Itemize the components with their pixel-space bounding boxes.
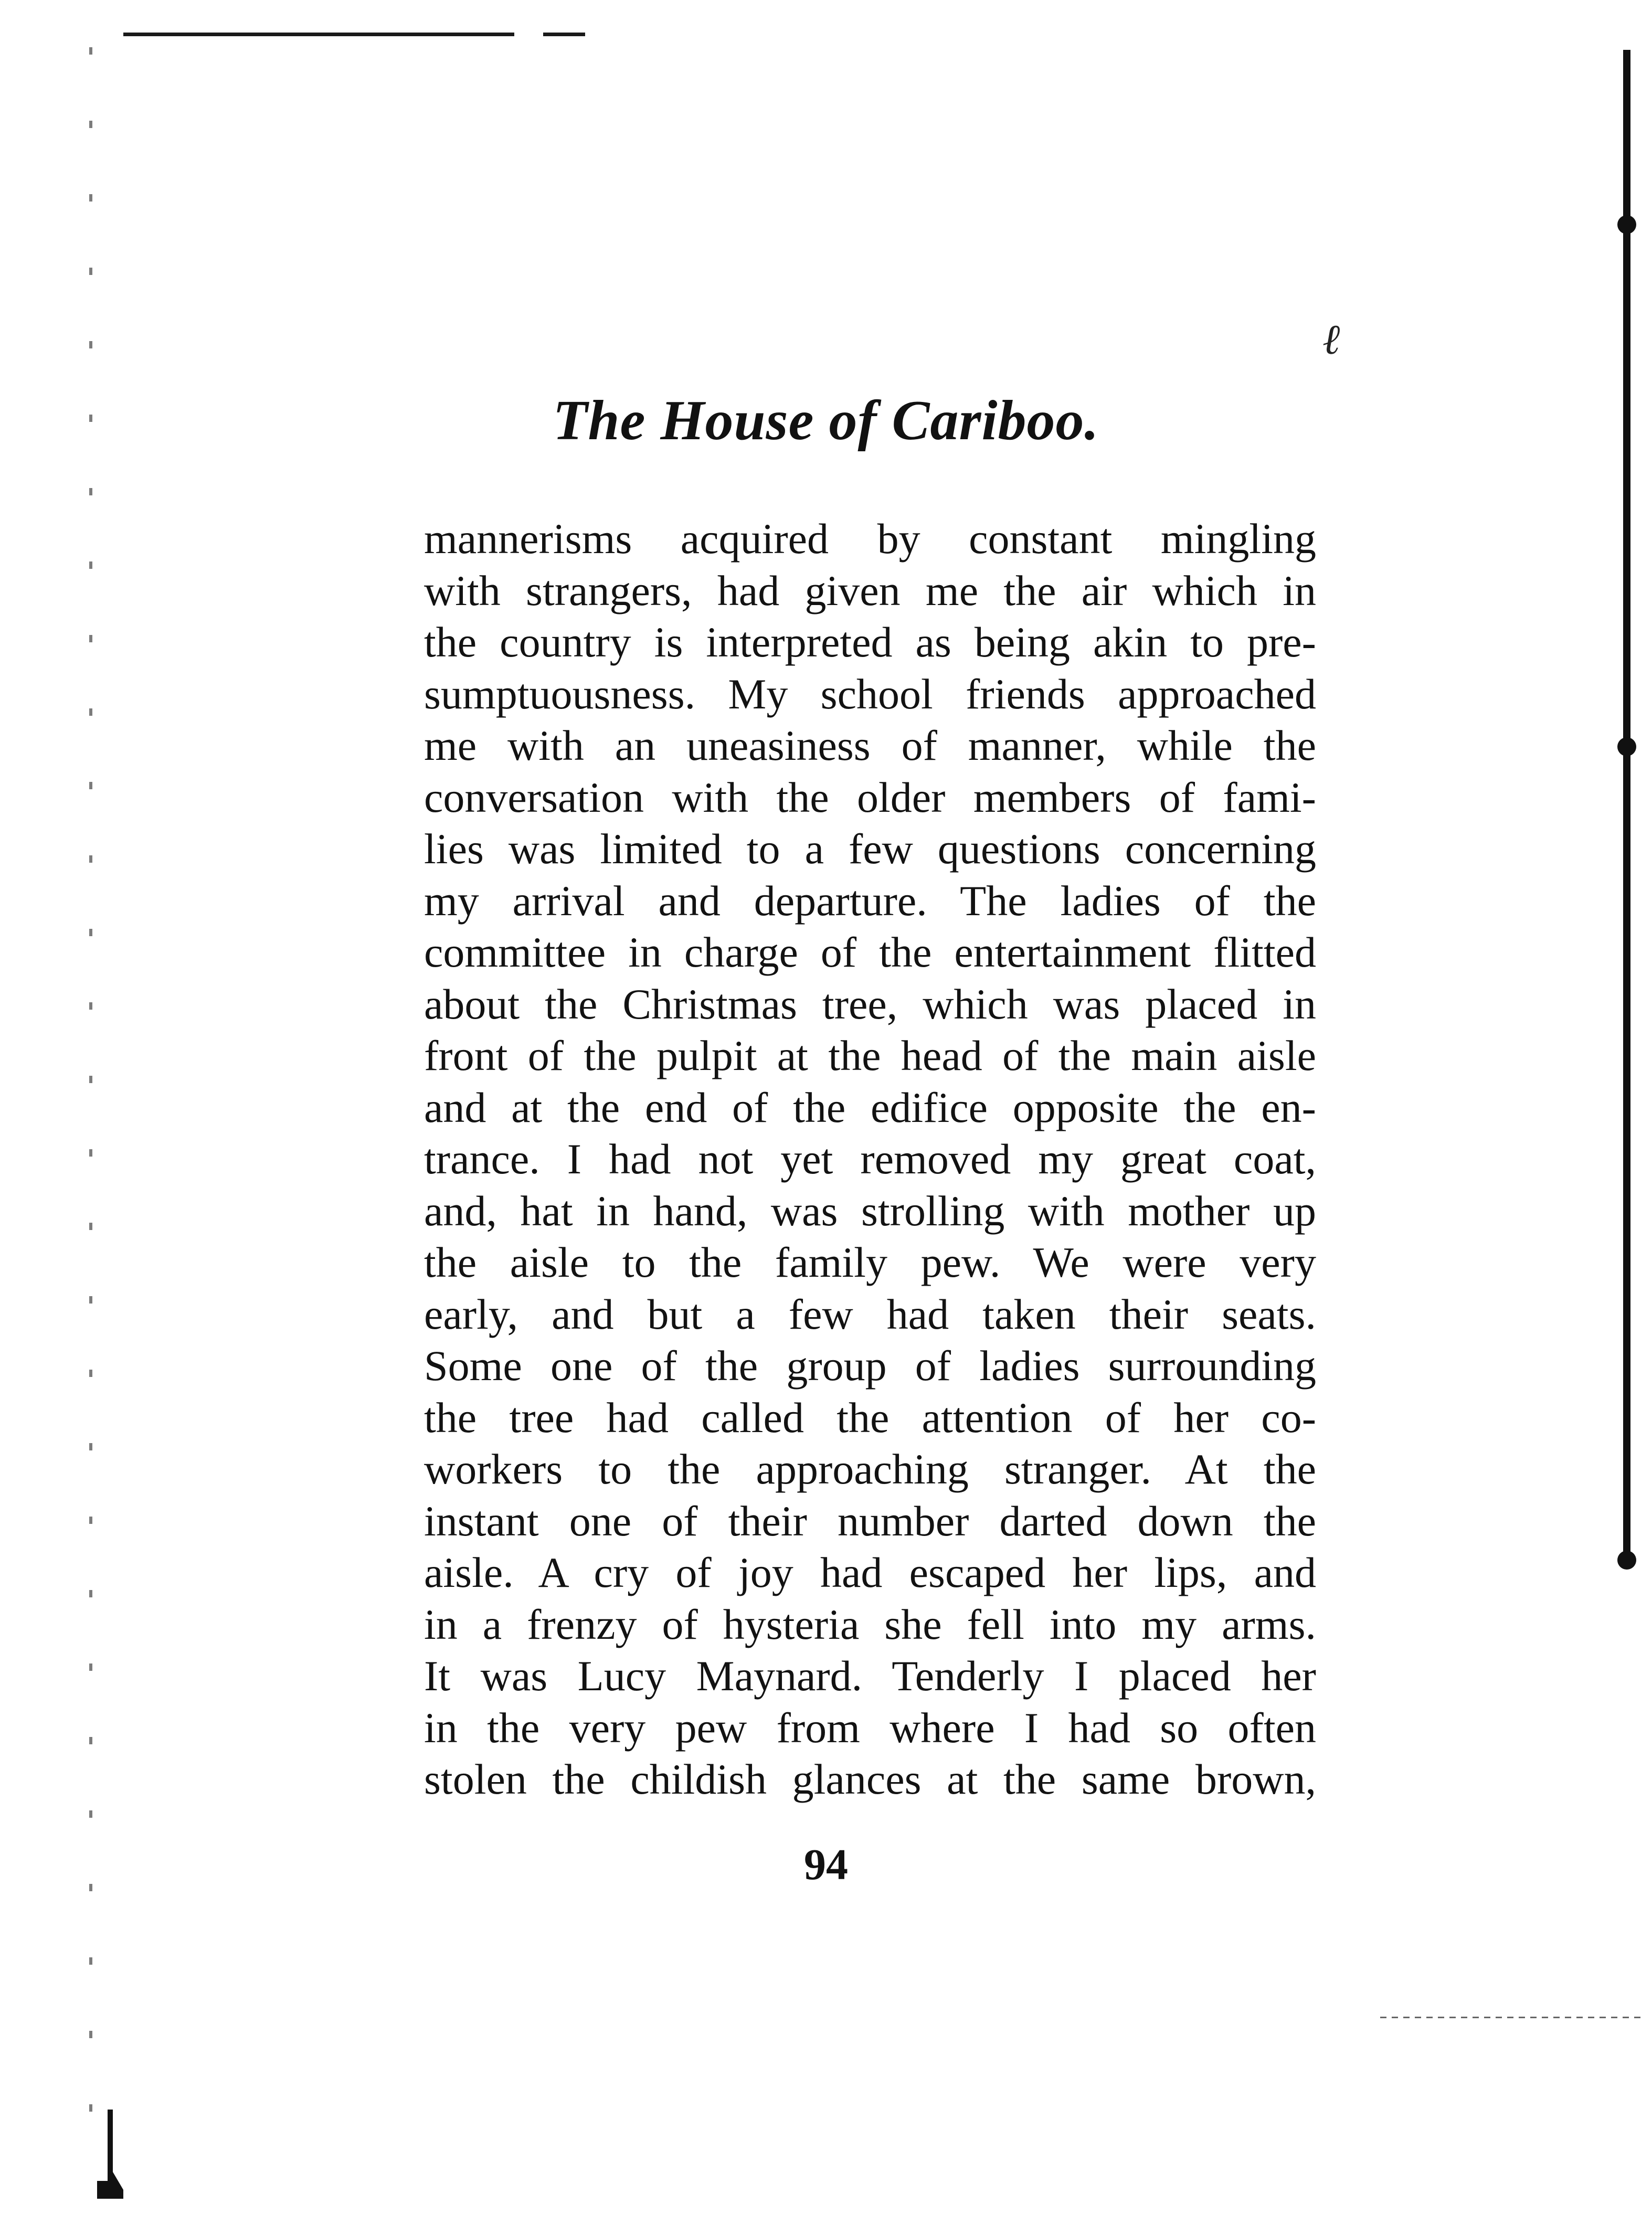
- binding-knob: [1617, 1551, 1636, 1570]
- page-number: 94: [804, 1840, 848, 1889]
- text-line: early, and but a few had taken their seats.: [424, 1290, 1316, 1338]
- text-line: stolen the childish glances at the same brown,: [424, 1755, 1316, 1803]
- top-rule: [123, 33, 514, 36]
- text-line: the tree had called the attention of her co-: [424, 1393, 1316, 1442]
- running-title: The House of Cariboo.: [553, 389, 1099, 452]
- body-text: [424, 513, 1316, 1806]
- top-rule-fragment: [543, 33, 585, 36]
- binding-knob: [1617, 215, 1636, 234]
- text-line: the aisle to the family pew. We were very: [424, 1238, 1316, 1286]
- text-line: and at the end of the edifice opposite the en-: [424, 1083, 1316, 1131]
- text-line: me with an uneasiness of manner, while the: [424, 722, 1316, 769]
- text-line: mannerisms acquired by constant mingling: [424, 515, 1316, 563]
- text-line: Some one of the group of ladies surrounding: [424, 1342, 1316, 1390]
- text-line: workers to the approaching stranger. At the: [424, 1445, 1316, 1493]
- text-line: my arrival and departure. The ladies of the: [424, 876, 1316, 925]
- bottom-dashed-line: [1380, 2017, 1643, 2018]
- text-line: about the Christmas tree, which was placed in: [424, 980, 1316, 1028]
- text-line: aisle. A cry of joy had escaped her lips, and: [424, 1549, 1316, 1596]
- text-line: and, hat in hand, was strolling with mother up: [424, 1186, 1316, 1235]
- text-line: trance. I had not yet removed my great coat,: [424, 1135, 1316, 1183]
- binding-edge: [1623, 50, 1630, 1561]
- text-line: lies was limited to a few questions concerning: [424, 825, 1316, 873]
- text-line: instant one of their number darted down the: [424, 1497, 1316, 1545]
- binding-knob: [1617, 737, 1636, 756]
- handwritten-corner-mark: ℓ: [1322, 315, 1340, 364]
- text-line: It was Lucy Maynard. Tenderly I placed her: [424, 1652, 1316, 1700]
- text-line: sumptuousness. My school friends approached: [424, 670, 1316, 718]
- bottom-left-scan-mark: [97, 2110, 123, 2199]
- text-line: committee in charge of the entertainment flitted: [424, 928, 1316, 976]
- text-line: the country is interpreted as being akin to pre-: [424, 618, 1316, 666]
- text-line: in a frenzy of hysteria she fell into my arms.: [424, 1600, 1316, 1648]
- text-line: with strangers, had given me the air which in: [424, 566, 1316, 614]
- text-line: conversation with the older members of fami-: [424, 773, 1316, 821]
- text-line: in the very pew from where I had so often: [424, 1703, 1316, 1752]
- text-line: front of the pulpit at the head of the main aisle: [424, 1032, 1316, 1079]
